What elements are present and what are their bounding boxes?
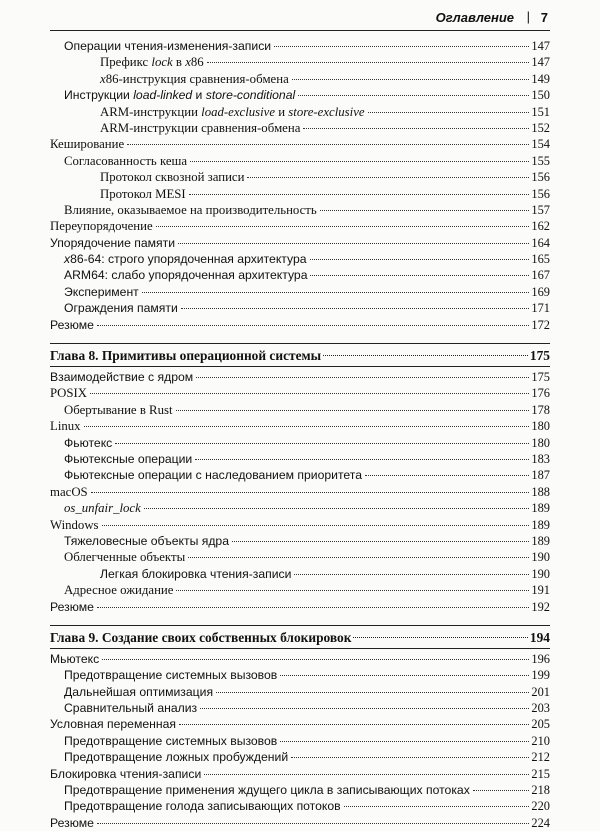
dot-leader xyxy=(294,574,529,575)
toc-entry-page: 164 xyxy=(531,235,550,250)
dot-leader xyxy=(90,393,529,394)
dot-leader xyxy=(365,475,529,476)
toc-entry-title xyxy=(50,651,100,667)
toc-entry-title-part: Предотвращение голода записывающих потоков xyxy=(64,799,341,814)
toc-entry-title xyxy=(64,533,230,549)
toc-entry-page: 187 xyxy=(531,468,550,483)
toc-entry-page: 183 xyxy=(531,451,550,466)
toc-entry-title xyxy=(50,599,95,615)
toc-entry xyxy=(50,766,550,782)
toc-entry xyxy=(50,815,550,831)
toc-entry-title-part: store-conditional xyxy=(205,88,296,103)
chapter-8-heading xyxy=(50,343,550,367)
dot-leader xyxy=(142,292,530,293)
toc-entry-page: 155 xyxy=(531,153,550,168)
toc-entry xyxy=(50,484,550,500)
toc-entry-title xyxy=(64,667,278,683)
chapter-9-heading xyxy=(50,625,550,649)
toc-entry-title-part: Предотвращение ложных пробуждений xyxy=(64,750,289,765)
toc-entry-page: 162 xyxy=(531,219,550,234)
toc-entry xyxy=(50,267,550,283)
toc-entry xyxy=(50,186,550,202)
toc-entry-title-part: Протокол MESI xyxy=(100,186,186,201)
toc-entry xyxy=(50,369,550,385)
toc-entry-title xyxy=(100,54,205,70)
toc-entry xyxy=(50,218,550,234)
toc-entry-title-part: Адресное ожидание xyxy=(64,583,174,598)
toc-entry-title xyxy=(64,38,272,54)
dot-leader xyxy=(310,275,529,276)
toc-entry-title-part: Обертывание в Rust xyxy=(64,402,173,417)
toc-entry-page: 175 xyxy=(531,370,550,385)
toc-entry-page: 215 xyxy=(531,766,550,781)
toc-section-chapter9 xyxy=(50,651,550,831)
dot-leader xyxy=(473,790,530,791)
toc-entry-title-part: Эксперимент xyxy=(64,284,139,299)
toc-entry-page: 220 xyxy=(531,799,550,814)
toc-entry xyxy=(50,300,550,316)
toc-entry-title-part: Префикс xyxy=(100,55,152,70)
toc-entry xyxy=(50,533,550,549)
toc-entry-page: 218 xyxy=(531,783,550,798)
toc-entry-page: 156 xyxy=(531,186,550,201)
dot-leader xyxy=(127,144,529,145)
toc-entry-title xyxy=(64,300,179,316)
toc-entry-page: 150 xyxy=(531,88,550,103)
toc-entry-title xyxy=(64,435,113,451)
toc-entry-page: 199 xyxy=(531,668,550,683)
toc-entry xyxy=(50,667,550,683)
dot-leader xyxy=(188,557,529,558)
toc-entry-title-part: и xyxy=(275,104,289,119)
toc-entry xyxy=(50,782,550,798)
toc-entry-page: 180 xyxy=(531,419,550,434)
toc-entry-page: 157 xyxy=(531,202,550,217)
toc-section-chapter7-cont xyxy=(50,38,550,333)
toc-entry-page: 212 xyxy=(531,750,550,765)
toc-entry-title-part: Предотвращение системных вызовов xyxy=(64,733,278,748)
toc-entry-title-part: macOS xyxy=(50,484,88,499)
toc-entry-title xyxy=(64,467,363,483)
toc-entry-page: 176 xyxy=(531,386,550,401)
chapter-title: Глава 9. Создание своих собственных блокировок xyxy=(50,629,352,645)
dot-leader xyxy=(320,210,530,211)
toc-entry-page: 224 xyxy=(531,815,550,830)
toc-entry xyxy=(50,566,550,582)
toc-entry-title-part: Windows xyxy=(50,517,99,532)
toc-entry-title xyxy=(64,451,193,467)
toc-entry-page: 190 xyxy=(531,566,550,581)
toc-entry xyxy=(50,599,550,615)
toc-entry-page: 149 xyxy=(531,71,550,86)
toc-entry-title xyxy=(64,402,174,418)
dot-leader xyxy=(280,675,529,676)
dot-leader xyxy=(195,459,529,460)
toc-entry-page: 189 xyxy=(531,501,550,516)
toc-entry-title xyxy=(50,218,154,234)
toc-entry-title xyxy=(50,385,88,401)
toc-entry xyxy=(50,169,550,185)
running-header xyxy=(50,8,550,31)
toc-entry-title xyxy=(64,87,296,103)
toc-entry-title xyxy=(64,684,214,700)
dot-leader xyxy=(280,741,529,742)
toc-entry-page: 191 xyxy=(531,583,550,598)
toc-entry xyxy=(50,54,550,70)
dot-leader xyxy=(344,806,530,807)
toc-entry-title xyxy=(100,566,292,582)
dot-leader xyxy=(156,226,530,227)
toc-entry-title-part: Ограждения памяти xyxy=(64,301,178,316)
toc-entry xyxy=(50,517,550,533)
dot-leader xyxy=(292,79,530,80)
chapter-title: Глава 8. Примитивы операционной системы xyxy=(50,348,322,364)
toc-entry-title xyxy=(50,317,95,333)
toc-entry-title-part: и xyxy=(192,88,206,103)
dot-leader xyxy=(323,355,528,356)
toc-entry-title xyxy=(100,104,366,120)
toc-entry xyxy=(50,87,550,103)
toc-entry-title xyxy=(50,716,177,732)
toc-entry xyxy=(50,104,550,120)
toc-entry-title xyxy=(100,169,245,185)
toc-entry xyxy=(50,684,550,700)
toc-entry-title-part: Инструкции xyxy=(64,88,134,103)
toc-entry-title-part: lock xyxy=(151,55,173,70)
toc-entry xyxy=(50,385,550,401)
toc-entry-title-part: x xyxy=(185,55,191,70)
dot-leader xyxy=(204,774,529,775)
toc-entry-title-part: x xyxy=(100,71,106,86)
toc-entry xyxy=(50,402,550,418)
toc-section-chapter8 xyxy=(50,369,550,615)
header-page-number: 7 xyxy=(540,10,548,25)
toc-entry xyxy=(50,418,550,434)
toc-entry-title-part: Мьютекс xyxy=(50,651,100,666)
toc-entry-title xyxy=(64,733,278,749)
toc-entry-page: 201 xyxy=(531,684,550,699)
toc-entry-title-part: Легкая блокировка чтения-записи xyxy=(100,566,292,581)
dot-leader xyxy=(179,724,529,725)
dot-leader xyxy=(178,243,529,244)
toc-entry-title-part: Блокировка чтения-записи xyxy=(50,766,202,781)
toc-entry-page: 203 xyxy=(531,701,550,716)
dot-leader xyxy=(196,377,529,378)
toc-entry-page: 167 xyxy=(531,268,550,283)
toc-entry xyxy=(50,582,550,598)
toc-entry-title xyxy=(50,815,95,831)
toc-entry-page: 154 xyxy=(531,137,550,152)
toc-entry-title xyxy=(64,549,186,565)
toc-entry-title xyxy=(100,186,187,202)
chapter-page: 175 xyxy=(529,348,550,364)
toc-entry-page: 178 xyxy=(531,402,550,417)
toc-entry-title-part: Согласованность кеша xyxy=(64,153,188,168)
dot-leader xyxy=(200,708,529,709)
toc-entry-title xyxy=(50,136,125,152)
toc-entry-title-part: Предотвращение применения ждущего цикла в записывающих потоках xyxy=(64,783,470,798)
toc-entry xyxy=(50,651,550,667)
toc-entry-title-part: Дальнейшая оптимизация xyxy=(64,684,214,699)
toc-entry xyxy=(50,700,550,716)
dot-leader xyxy=(353,637,527,638)
toc-entry-title-part: load-exclusive xyxy=(201,104,276,119)
toc-entry xyxy=(50,235,550,251)
toc-entry-title-part: Влияние, оказываемое на производительность xyxy=(64,202,317,217)
toc-entry-title-part: Резюме xyxy=(50,599,94,614)
dot-leader xyxy=(207,62,530,63)
toc-entry xyxy=(50,120,550,136)
dot-leader xyxy=(115,443,529,444)
toc-entry xyxy=(50,716,550,732)
toc-entry-title xyxy=(50,418,82,434)
toc-entry-page: 189 xyxy=(531,517,550,532)
dot-leader xyxy=(102,659,529,660)
dot-leader xyxy=(176,410,530,411)
toc-entry-title-part: x xyxy=(64,252,71,267)
toc-entry-title-part: Тяжеловесные объекты ядра xyxy=(64,533,229,548)
toc-entry-title-part: 86-инструкция сравнения-обмена xyxy=(105,71,289,86)
toc-entry-title xyxy=(64,582,174,598)
toc-entry-title xyxy=(64,798,342,814)
dot-leader xyxy=(368,112,530,113)
toc-entry-title xyxy=(50,235,176,251)
dot-leader xyxy=(189,194,530,195)
toc-entry-title-part: store-exclusive xyxy=(288,104,365,119)
toc-entry-title xyxy=(64,267,308,283)
toc-entry-page: 156 xyxy=(531,170,550,185)
header-title: Оглавление xyxy=(435,10,514,25)
dot-leader xyxy=(97,607,530,608)
toc-entry-title-part: load-linked xyxy=(133,88,193,103)
toc-entry xyxy=(50,798,550,814)
toc-entry-title-part: Резюме xyxy=(50,317,94,332)
toc-entry-page: 147 xyxy=(531,39,550,53)
toc-entry-title xyxy=(50,517,100,533)
toc-entry-title xyxy=(64,251,308,267)
toc-entry-title xyxy=(50,369,194,385)
toc-entry-title-part: Сравнительный анализ xyxy=(64,701,198,716)
toc-entry-title xyxy=(64,153,188,169)
toc-entry-title-part: 86-64: строго упорядоченная архитектура xyxy=(70,252,307,267)
toc-entry xyxy=(50,733,550,749)
toc-entry-title xyxy=(50,766,202,782)
toc-entry xyxy=(50,153,550,169)
toc-entry-title xyxy=(64,500,142,516)
toc-entry xyxy=(50,136,550,152)
toc-entry-page: 169 xyxy=(531,284,550,299)
dot-leader xyxy=(144,508,530,509)
toc-entry-title-part: Фьютексные операции xyxy=(64,451,193,466)
toc-entry-title xyxy=(64,749,289,765)
toc-entry-page: 188 xyxy=(531,484,550,499)
header-separator: | xyxy=(526,9,530,24)
toc-entry-title-part: ARM-инструкции xyxy=(100,104,202,119)
dot-leader xyxy=(247,177,529,178)
toc-entry xyxy=(50,71,550,87)
toc-entry-title-part: Облегченные объекты xyxy=(64,550,186,565)
toc-entry xyxy=(50,202,550,218)
toc-entry-title xyxy=(64,782,471,798)
toc-entry xyxy=(50,500,550,516)
dot-leader xyxy=(274,46,529,47)
toc-entry-page: 192 xyxy=(531,599,550,614)
toc-entry-page: 151 xyxy=(531,104,550,119)
toc-entry-page: 189 xyxy=(531,533,550,548)
toc-entry-title-part: Условная переменная xyxy=(50,717,176,732)
chapter-page: 194 xyxy=(529,629,550,645)
toc-entry-page: 196 xyxy=(531,651,550,666)
toc-entry xyxy=(50,317,550,333)
dot-leader xyxy=(84,426,530,427)
table-of-contents xyxy=(50,38,550,831)
toc-entry-title xyxy=(100,120,301,136)
toc-entry-title xyxy=(64,284,140,300)
toc-entry-page: 172 xyxy=(531,317,550,332)
toc-entry-title-part: ARM64: слабо упорядоченная архитектура xyxy=(64,268,308,283)
toc-entry-page: 190 xyxy=(531,550,550,565)
toc-entry xyxy=(50,284,550,300)
toc-entry-title xyxy=(64,202,318,218)
toc-entry xyxy=(50,549,550,565)
dot-leader xyxy=(291,757,529,758)
toc-entry-title-part: POSIX xyxy=(50,386,87,401)
toc-entry-title xyxy=(50,484,89,500)
toc-entry xyxy=(50,749,550,765)
toc-entry-title-part: Переупорядочение xyxy=(50,219,153,234)
toc-entry-title-part: в xyxy=(172,55,186,70)
toc-entry-page: 165 xyxy=(531,252,550,267)
dot-leader xyxy=(298,95,529,96)
toc-entry xyxy=(50,435,550,451)
toc-entry-title-part: 86 xyxy=(190,55,204,70)
toc-entry-title xyxy=(100,71,290,87)
toc-entry xyxy=(50,467,550,483)
toc-entry xyxy=(50,451,550,467)
toc-entry-title-part: Резюме xyxy=(50,815,94,830)
dot-leader xyxy=(102,525,530,526)
dot-leader xyxy=(303,128,529,129)
toc-entry-title-part: ARM-инструкции сравнения-обмена xyxy=(100,120,301,135)
toc-entry-page: 152 xyxy=(531,120,550,135)
toc-entry-title-part: os_unfair_lock xyxy=(64,501,141,516)
toc-entry-title-part: Операции чтения-изменения-записи xyxy=(64,39,272,53)
toc-entry-title-part: Упорядочение памяти xyxy=(50,235,176,250)
dot-leader xyxy=(310,259,530,260)
toc-entry-page: 180 xyxy=(531,435,550,450)
toc-entry-page: 205 xyxy=(531,717,550,732)
toc-entry-title-part: Кеширование xyxy=(50,137,125,152)
toc-entry-title-part: Протокол сквозной записи xyxy=(100,170,245,185)
toc-entry-page: 147 xyxy=(531,55,550,70)
toc-entry xyxy=(50,251,550,267)
toc-entry-title-part: Фьютекс xyxy=(64,435,113,450)
dot-leader xyxy=(97,325,530,326)
dot-leader xyxy=(216,692,529,693)
toc-entry-title-part: Предотвращение системных вызовов xyxy=(64,668,278,683)
toc-entry-title xyxy=(64,700,198,716)
toc-entry-title-part: Взаимодействие с ядром xyxy=(50,370,194,385)
dot-leader xyxy=(232,541,529,542)
toc-entry xyxy=(50,38,550,54)
dot-leader xyxy=(181,308,530,309)
toc-entry-title-part: Фьютексные операции с наследованием приоритета xyxy=(64,468,363,483)
dot-leader xyxy=(97,823,530,824)
toc-entry-page: 171 xyxy=(531,301,550,316)
dot-leader xyxy=(176,590,529,591)
toc-entry-title-part: Linux xyxy=(50,419,81,434)
dot-leader xyxy=(91,492,530,493)
toc-entry-page: 210 xyxy=(531,733,550,748)
dot-leader xyxy=(190,161,529,162)
